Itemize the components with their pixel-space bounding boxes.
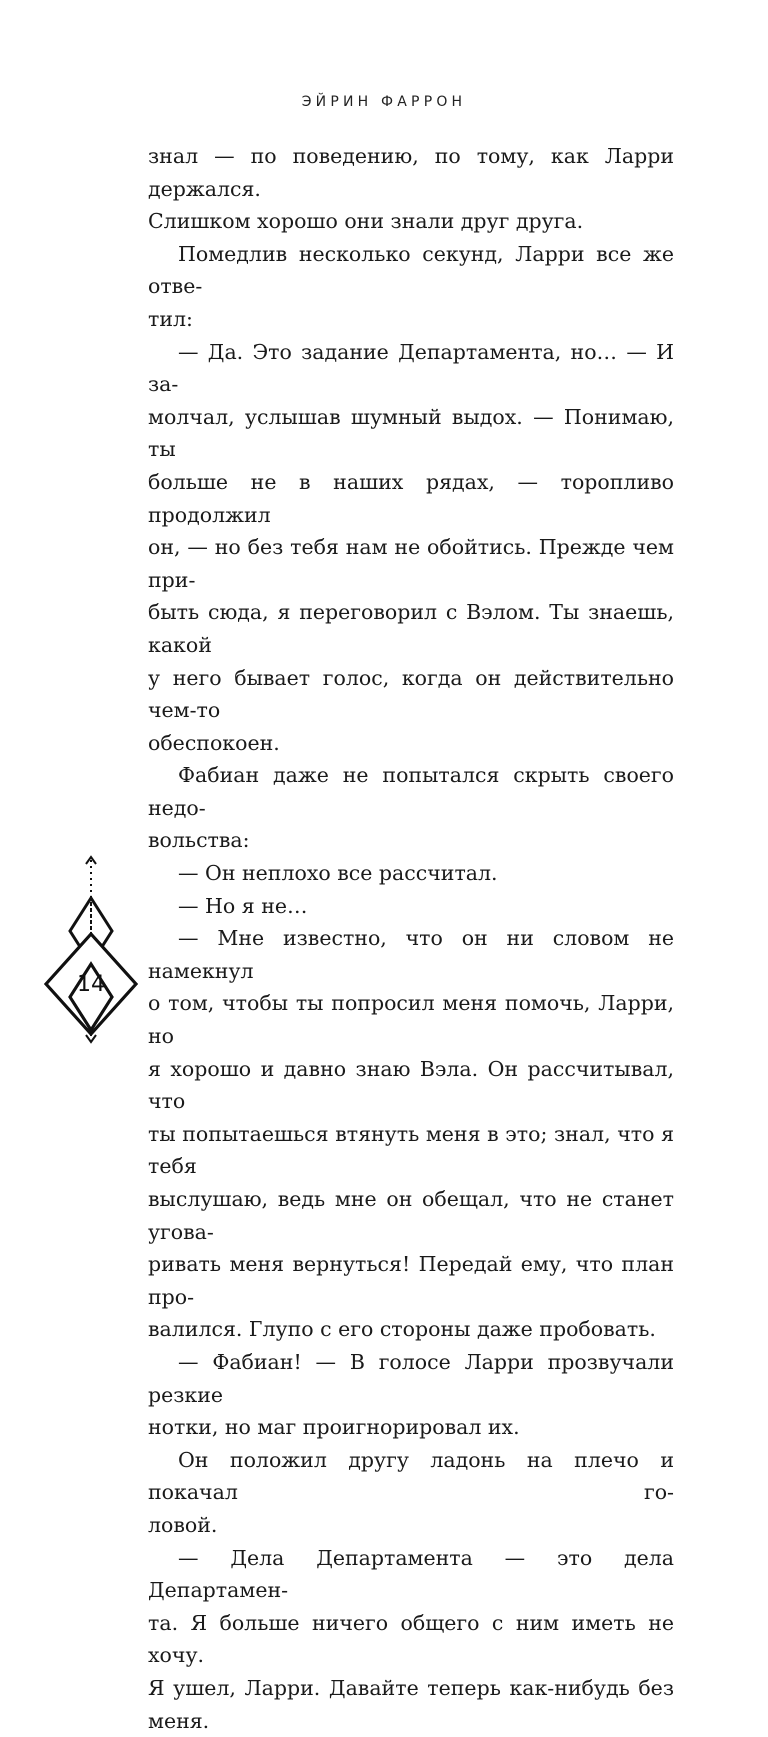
paragraph (148, 1444, 674, 1542)
text-line: та. Я больше ничего общего с ним иметь не хочу. (148, 1607, 674, 1672)
text-line: Фабиан даже не попытался скрыть своего недо- (148, 759, 674, 824)
text-line: быть сюда, я переговорил с Вэлом. Ты знаешь, какой (148, 596, 674, 661)
text-line: меня. (148, 1705, 674, 1737)
paragraph (148, 857, 674, 890)
text-line: ты попытаешься втянуть меня в это; знал, что я тебя (148, 1118, 674, 1183)
paragraph (148, 922, 674, 1346)
text-line: у него бывает голос, когда он действительно чем-то (148, 662, 674, 727)
text-line: ловой. (148, 1509, 674, 1542)
text-line: вольства: (148, 824, 674, 857)
text-line: обеспокоен. (148, 727, 674, 760)
paragraph (148, 336, 674, 760)
text-line: — Он неплохо все рассчитал. (148, 857, 674, 890)
text-line: — Да. Это задание Департамента, но… — И за- (148, 336, 674, 401)
text-line: он, — но без тебя нам не обойтись. Прежде чем при- (148, 531, 674, 596)
text-line: Помедлив несколько секунд, Ларри все же отве- (148, 238, 674, 303)
paragraph (148, 238, 674, 336)
text-line: о том, чтобы ты попросил меня помочь, Ларри, но (148, 987, 674, 1052)
text-line: тил: (148, 303, 674, 336)
running-head: ЭЙРИН ФАРРОН (0, 94, 768, 110)
text-line: — Дела Департамента — это дела Департамен- (148, 1542, 674, 1607)
text-line: Слишком хорошо они знали друг друга. (148, 205, 674, 238)
paragraph (148, 1346, 674, 1444)
text-line: — Но я не… (148, 890, 674, 923)
page-body (148, 140, 674, 1737)
text-line: выслушаю, ведь мне он обещал, что не станет угова- (148, 1183, 674, 1248)
text-line: Я ушел, Ларри. Давайте теперь как-нибудь без (148, 1672, 674, 1705)
text-line: знал — по поведению, по тому, как Ларри держался. (148, 140, 674, 205)
page-number: 14 (40, 972, 142, 998)
text-line: — Фабиан! — В голосе Ларри прозвучали резкие (148, 1346, 674, 1411)
paragraph (148, 140, 674, 238)
text-line: ривать меня вернуться! Передай ему, что план про- (148, 1248, 674, 1313)
text-line: валился. Глупо с его стороны даже пробовать. (148, 1313, 674, 1346)
paragraph (148, 759, 674, 857)
text-line: я хорошо и давно знаю Вэла. Он рассчитывал, что (148, 1053, 674, 1118)
text-line: больше не в наших рядах, — торопливо продолжил (148, 466, 674, 531)
text-line: молчал, услышав шумный выдох. — Понимаю, ты (148, 401, 674, 466)
text-line: нотки, но маг проигнорировал их. (148, 1411, 674, 1444)
text-line: — Мне известно, что он ни словом не намекнул (148, 922, 674, 987)
paragraph (148, 890, 674, 923)
paragraph (148, 1542, 674, 1737)
text-line: Он положил другу ладонь на плечо и покачал го- (148, 1444, 674, 1509)
diamond-ornament-icon (40, 852, 142, 1048)
